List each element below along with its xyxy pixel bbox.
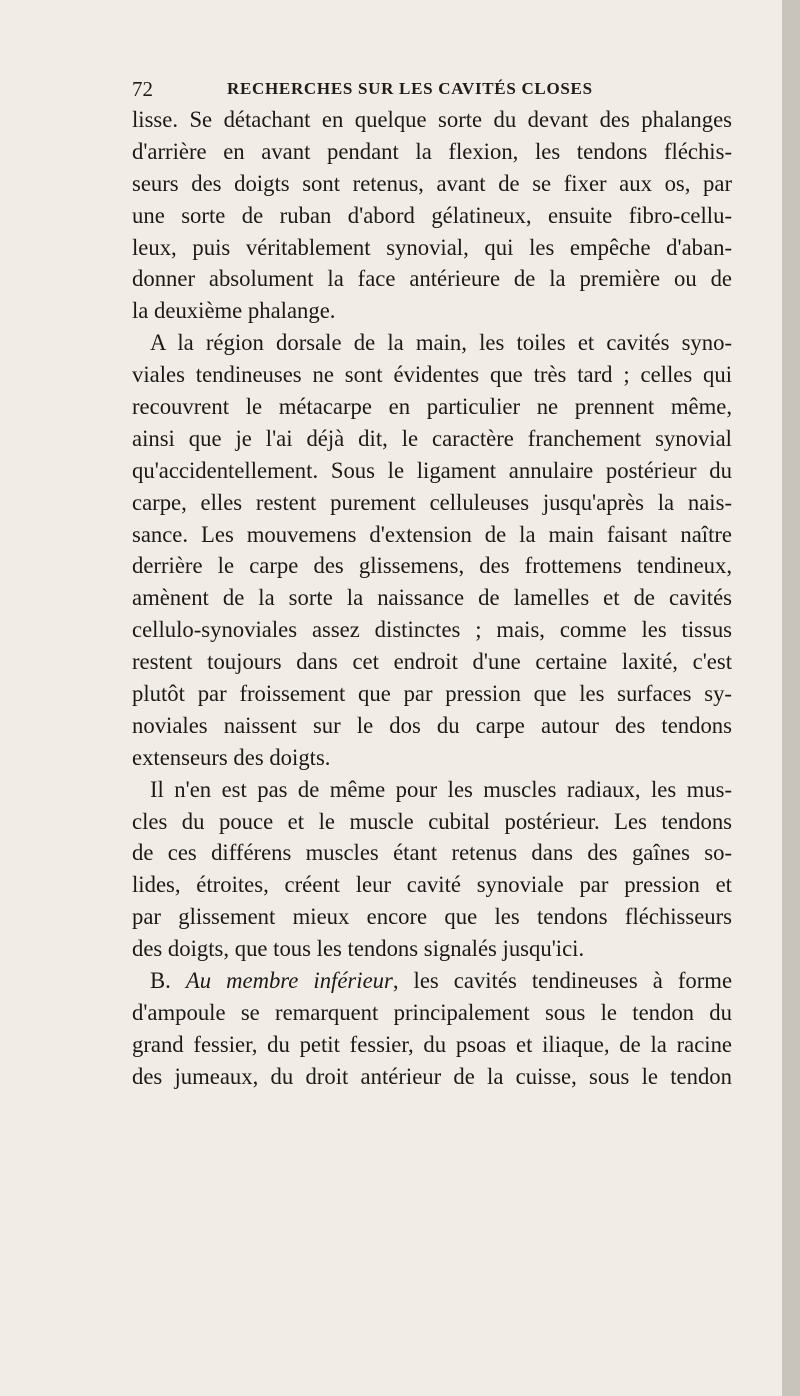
text-line: restent toujours dans cet endroit d'une certaine laxité, c'est xyxy=(132,649,732,675)
text-line: par glissement mieux encore que les tendons fléchisseurs xyxy=(132,904,732,930)
text-line: sance. Les mouvemens d'extension de la main faisant naître xyxy=(132,521,732,547)
text-line: cles du pouce et le muscle cubital postérieur. Les tendons xyxy=(132,808,732,834)
text-line: leux, puis véritablement synovial, qui les empêche d'aban- xyxy=(132,234,732,260)
text-line: Il n'en est pas de même pour les muscles radiaux, les mus- xyxy=(150,776,732,802)
text-line: amènent de la sorte la naissance de lamelles et de cavités xyxy=(132,585,732,611)
text-line: des jumeaux, du droit antérieur de la cuisse, sous le tendon xyxy=(132,1063,732,1089)
text-line: lisse. Se détachant en quelque sorte du devant des phalanges xyxy=(132,107,732,132)
text-line: extenseurs des doigts. xyxy=(132,744,331,770)
text-line: grand fessier, du petit fessier, du psoas et iliaque, de la racine xyxy=(132,1031,732,1057)
text-line: noviales naissent sur le dos du carpe autour des tendons xyxy=(132,712,732,738)
text-line: ainsi que je l'ai déjà dit, le caractère franchement synovial xyxy=(132,425,732,451)
text-line: seurs des doigts sont retenus, avant de se fixer aux os, par xyxy=(132,170,732,196)
text-line: d'arrière en avant pendant la flexion, les tendons fléchis- xyxy=(132,138,732,164)
text-line: carpe, elles restent purement celluleuses jusqu'après la nais- xyxy=(132,489,732,515)
page-edge xyxy=(782,0,800,1396)
text-line: derrière le carpe des glissemens, des frottemens tendineux, xyxy=(132,553,732,579)
section-text: , les cavités tendineuses à forme xyxy=(392,968,733,994)
text-line: lides, étroites, créent leur cavité synoviale par pression et xyxy=(132,872,732,898)
running-title: RECHERCHES SUR LES CAVITÉS CLOSES xyxy=(227,79,593,98)
text-line: des doigts, que tous les tendons signalés jusqu'ici. xyxy=(132,936,585,962)
text-line: qu'accidentellement. Sous le ligament annulaire postérieur du xyxy=(132,457,732,483)
text-line: donner absolument la face antérieure de la première ou de xyxy=(132,266,732,292)
text-line: viales tendineuses ne sont évidentes que très tard ; celles qui xyxy=(132,362,732,388)
text-line: une sorte de ruban d'abord gélatineux, ensuite fibro-cellu- xyxy=(132,202,732,228)
text-line: la deuxième phalange. xyxy=(132,298,336,324)
section-title: Au membre inférieur xyxy=(185,968,393,994)
text-line: plutôt par froissement que par pression que les surfaces sy- xyxy=(132,681,732,707)
section-heading-line xyxy=(132,965,732,997)
text-line: de ces différens muscles étant retenus dans des gaînes so- xyxy=(132,840,732,866)
text-line: d'ampoule se remarquent principalement sous le tendon du xyxy=(132,999,732,1025)
text-line: recouvrent le métacarpe en particulier ne prennent même, xyxy=(132,394,732,420)
page-number: 72 xyxy=(132,77,153,101)
text-line: cellulo-synoviales assez distinctes ; mais, comme les tissus xyxy=(132,617,732,643)
section-marker: B. xyxy=(150,968,171,994)
body-text xyxy=(132,104,732,1093)
text-line: A la région dorsale de la main, les toiles et cavités syno- xyxy=(150,330,732,356)
page-header xyxy=(132,74,692,104)
